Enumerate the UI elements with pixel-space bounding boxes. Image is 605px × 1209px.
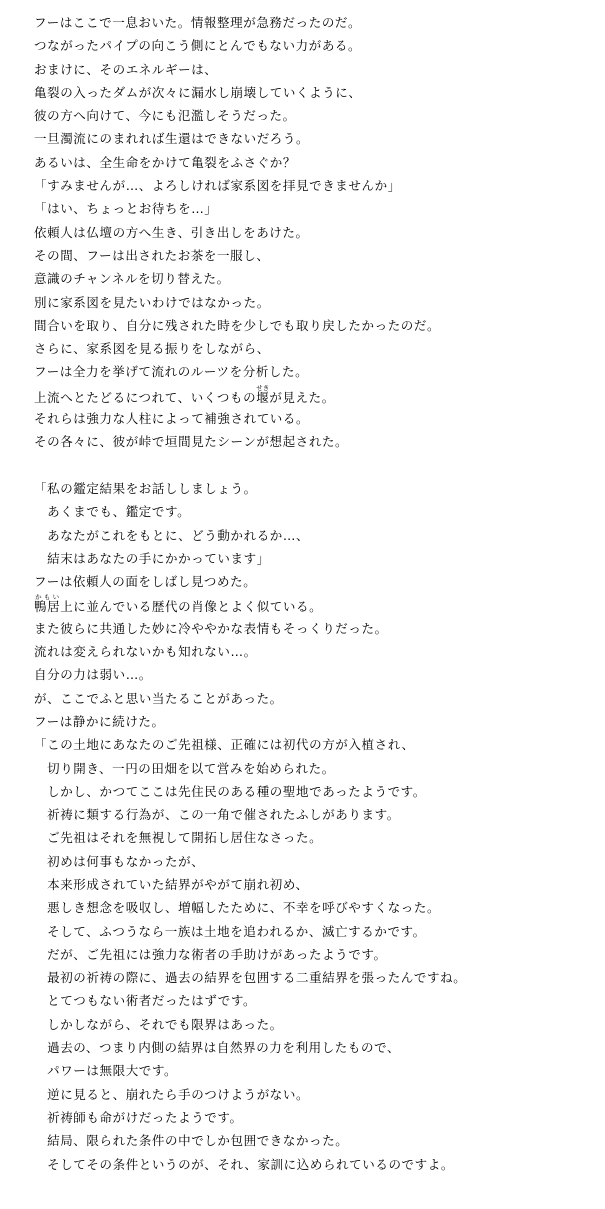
text-segment: 上に並んでいる歴代の肖像とよく似ている。 (60, 599, 323, 615)
text-line: 依頼人は仏壇の方へ生き、引き出しをあけた。 (34, 224, 309, 240)
text-line: しかしながら、それでも限界はあった。 (34, 1016, 283, 1032)
text-line: 亀裂の入ったダムが次々に漏水し崩壊していくように、 (34, 84, 362, 100)
text-line: 最初の祈祷の際に、過去の結界を包囲する二重結界を張ったんですね。 (34, 970, 467, 986)
text-line: 悪しき想念を吸収し、増幅したために、不幸を呼びやすくなった。 (34, 900, 441, 916)
text-line: おまけに、そのエネルギーは、 (34, 61, 218, 77)
text-line: 逆に見ると、崩れたら手のつけようがない。 (34, 1086, 310, 1102)
text-line: 流れは変えられないかも知れない…。 (34, 644, 257, 660)
text-line: 「私の鑑定結果をお話ししましょう。 (34, 480, 257, 496)
text-line: 「はい、ちょっとお待ちを…」 (34, 201, 218, 217)
text-line: 間合いを取り、自分に残された時を少しでも取り戻したかったのだ。 (34, 317, 441, 333)
ruby-word (256, 383, 270, 405)
ruby-reading: かもい (34, 593, 61, 602)
text-segment: 上流へとたどるにつれて、いくつもの (34, 389, 257, 405)
text-line: 過去の、つまり内側の結界は自然界の力を利用したもので、 (34, 1040, 401, 1056)
text-line: その間、フーは出されたお茶を一服し、 (34, 247, 270, 263)
text-line: つながったパイプの向こう側にとんでもない力がある。 (34, 38, 362, 54)
text-line: また彼らに共通した妙に冷ややかな表情もそっくりだった。 (34, 620, 388, 636)
text-line: 祈祷に類する行為が、この一角で催されたふしがあります。 (34, 807, 400, 823)
text-line: 意識のチャンネルを切り替えた。 (34, 271, 230, 287)
ruby-reading: せき (256, 383, 270, 392)
text-line: フーは依頼人の面をしばし見つめた。 (34, 574, 257, 590)
text-line: そして、ふつうなら一族は土地を追われるか、滅亡するかです。 (34, 923, 426, 939)
text-line: 切り開き、一円の田畑を以て営みを始められた。 (34, 760, 335, 776)
text-line: 彼の方へ向けて、今にも氾濫しそうだった。 (34, 108, 296, 124)
story-text (34, 11, 594, 1176)
ruby-base: 鴨居 (34, 599, 61, 615)
text-line: とてつもない術者だったはずです。 (34, 993, 257, 1009)
ruby-word (34, 593, 61, 615)
text-line: 自分の力は弱い…。 (34, 667, 152, 683)
text-line: が、ここでふと思い当たることがあった。 (34, 690, 283, 706)
text-segment: が見えた。 (269, 389, 335, 405)
text-line: 祈祷師も命がけだったようです。 (34, 1109, 243, 1125)
text-line: 結末はあなたの手にかかっています」 (34, 550, 270, 566)
text-line: それらは強力な人柱によって補強されている。 (34, 411, 310, 427)
text-line: 本来形成されていた結界がやがて崩れ初め、 (34, 876, 309, 892)
text-line: 別に家系図を見たいわけではなかった。 (34, 294, 270, 310)
paragraph-break (34, 454, 594, 477)
text-line: そしてその条件というのが、それ、家訓に込められているのですよ。 (34, 1156, 454, 1172)
text-line: 初めは何事もなかったが、 (34, 853, 205, 869)
text-line: しかし、かつてここは先住民のある種の聖地であったようです。 (34, 783, 426, 799)
text-line: あなたがこれをもとに、どう動かれるか…、 (34, 527, 310, 543)
text-line: あくまでも、鑑定です。 (34, 504, 191, 520)
text-line: 結局、限られた条件の中でしか包囲できなかった。 (34, 1133, 349, 1149)
text-line: だが、ご先祖には強力な術者の手助けがあったようです。 (34, 946, 387, 962)
text-line: 一旦濁流にのまれれば生還はできないだろう。 (34, 131, 310, 147)
text-line: フーは静かに続けた。 (34, 713, 165, 729)
text-line: あるいは、全生命をかけて亀裂をふさぐか？ (34, 154, 297, 170)
text-line: 「この土地にあなたのご先祖様、正確には初代の方が入植され、 (34, 737, 415, 753)
text-line: その各々に、彼が峠で垣間見たシーンが想起された。 (34, 434, 349, 450)
text-line-with-ruby (34, 384, 594, 407)
text-line: 「すみませんが…、よろしければ家系図を拝見できませんか」 (34, 178, 401, 194)
ruby-base: 堰 (256, 389, 270, 405)
text-line: パワーは無限大です。 (34, 1063, 178, 1079)
text-line: フーはここで一息おいた。情報整理が急務だったのだ。 (34, 15, 362, 30)
text-line: フーは全力を挙げて流れのルーツを分析した。 (34, 364, 309, 380)
text-line: ご先祖はそれを無視して開拓し居住なさった。 (34, 830, 323, 846)
text-line-with-ruby (34, 593, 594, 616)
text-line: さらに、家系図を見る振りをしながら、 (34, 341, 270, 357)
